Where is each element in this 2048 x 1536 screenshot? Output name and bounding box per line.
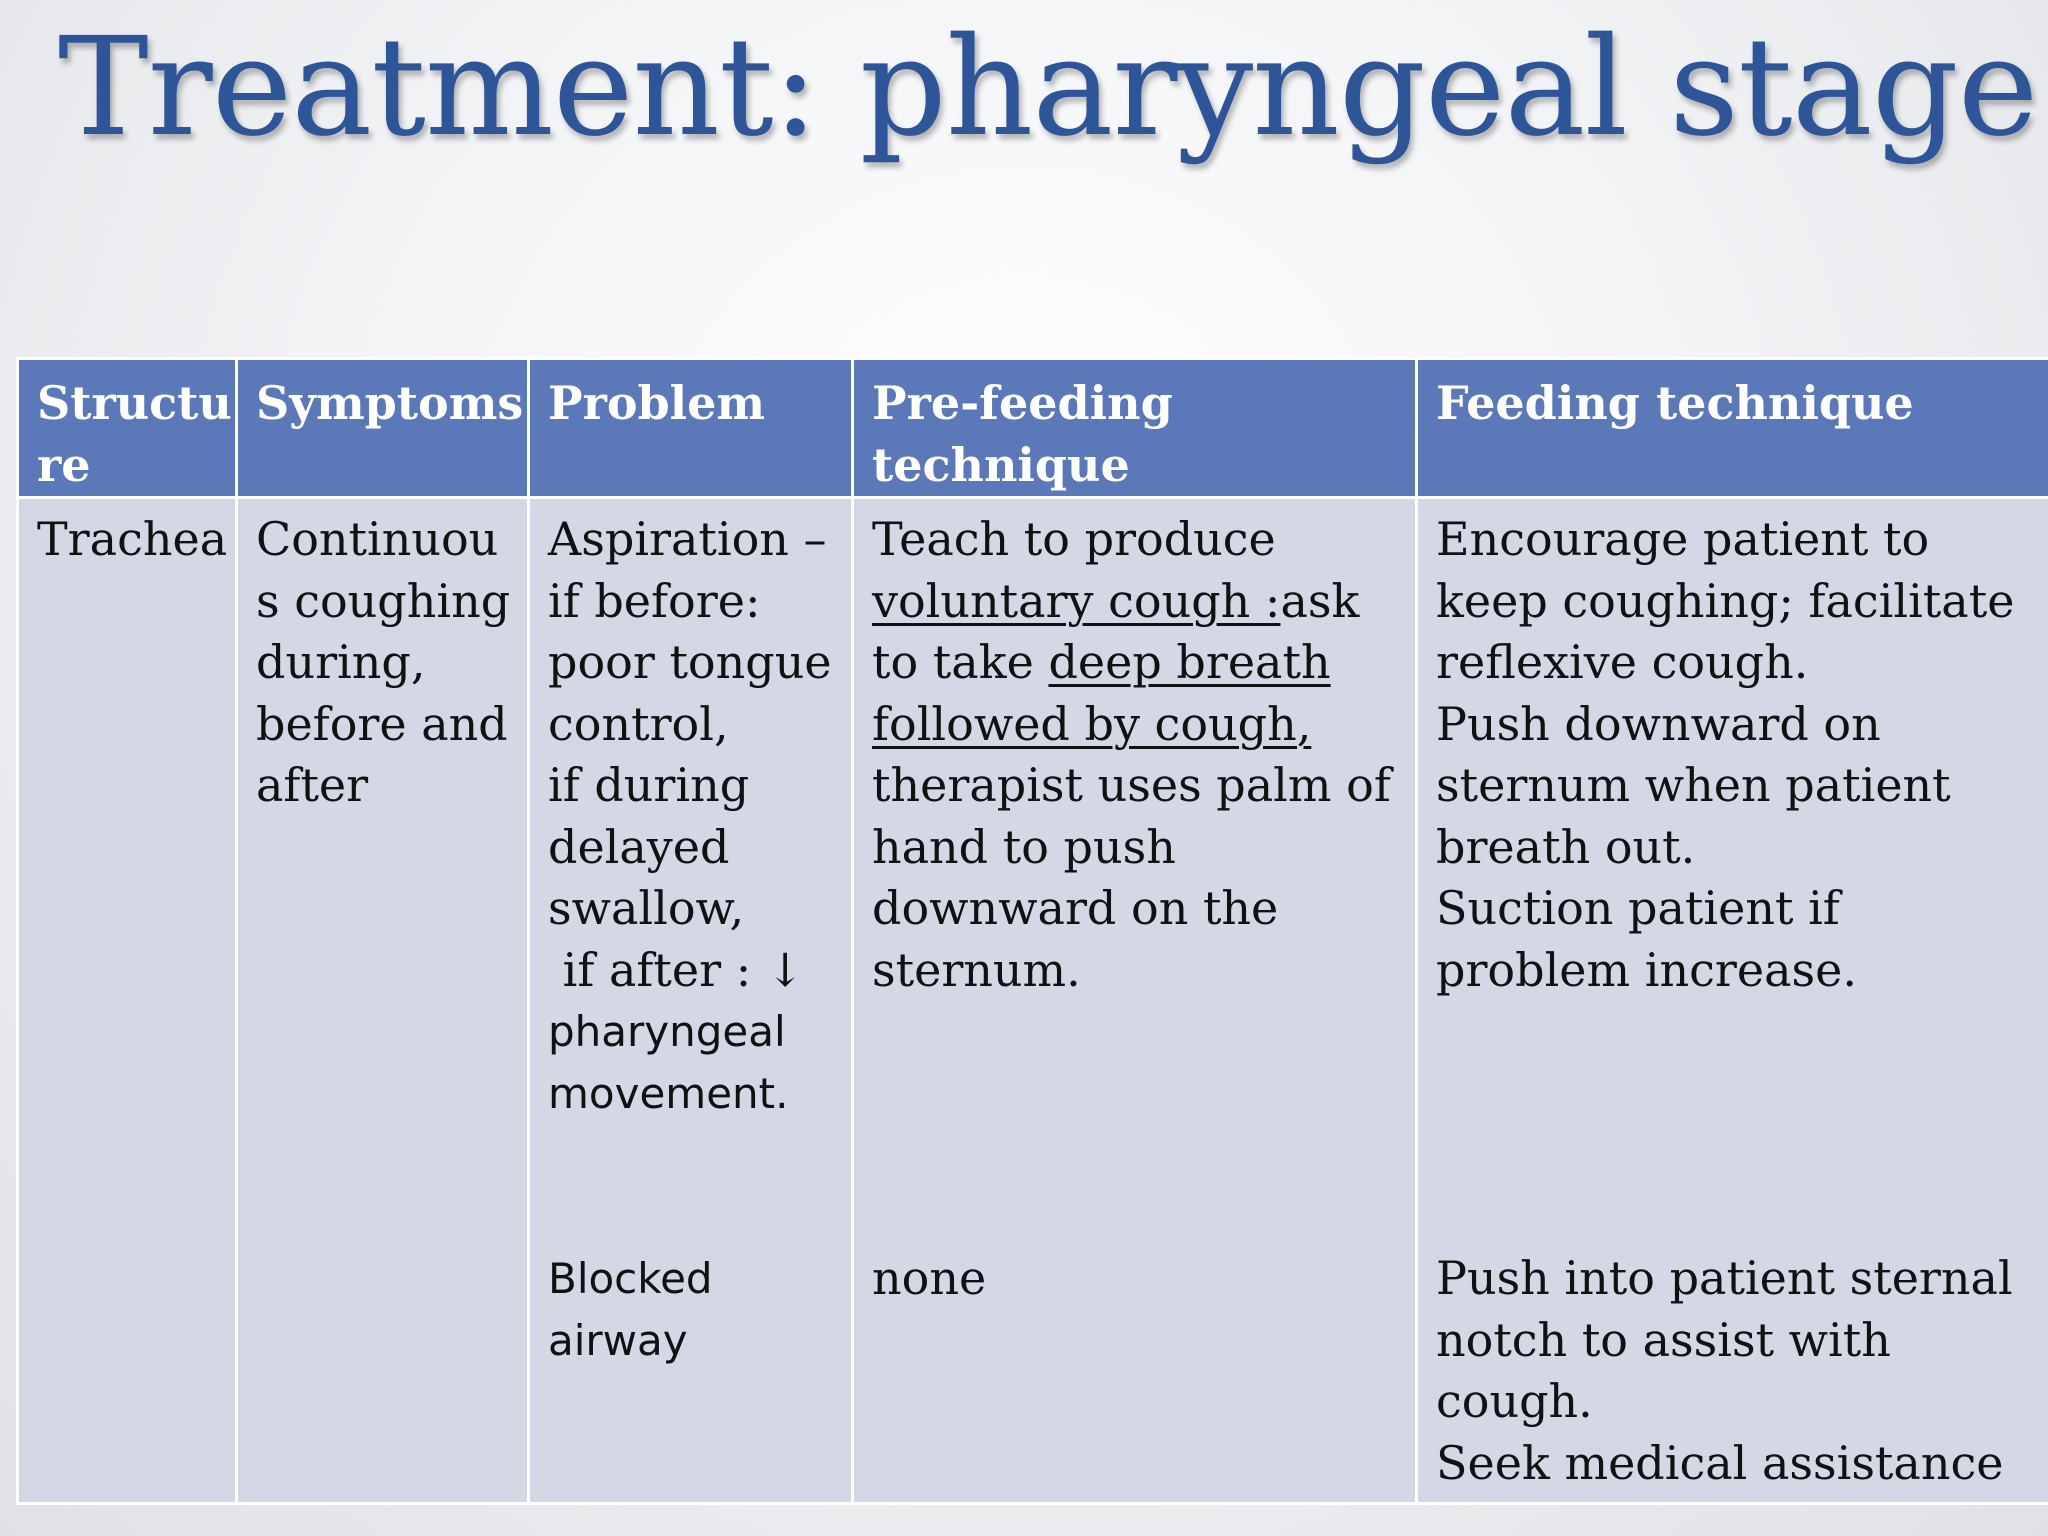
problem-line: control, [548, 696, 729, 751]
prefeeding-line-rest: ask [1280, 573, 1360, 628]
problem2-line: airway [548, 1315, 688, 1365]
feeding-line: sternum when patient [1436, 758, 1951, 812]
problem2-line: Blocked [548, 1254, 713, 1303]
feeding-line: problem increase. [1436, 942, 1857, 997]
feeding2-line: cough. [1436, 1374, 1593, 1428]
cell-problem [529, 498, 853, 1504]
feeding-spacer [1436, 1001, 2030, 1248]
problem-line: if before: [548, 573, 761, 628]
feeding-line: Suction patient if [1436, 881, 1840, 935]
header-structure-line: re [37, 438, 91, 492]
prefeeding2-text: none [872, 1251, 987, 1305]
header-prefeeding: Pre-feeding technique [853, 359, 1417, 498]
cell-symptoms [237, 498, 529, 1504]
slide-title: Treatment: pharyngeal stage [58, 9, 2038, 167]
feeding2-line: notch to assist with [1436, 1312, 1891, 1367]
structure-text: Trachea [37, 512, 228, 566]
header-symptoms: Symptoms [237, 359, 529, 498]
problem-spacer [548, 1124, 833, 1248]
prefeeding-line [872, 632, 1397, 694]
prefeeding-line: sternum. [872, 942, 1081, 997]
prefeeding-line [872, 571, 1397, 633]
symptoms-line: before and [256, 696, 508, 751]
problem-line: movement. [548, 1068, 789, 1118]
followed-by-cough-underlined: followed by cough, [872, 696, 1312, 751]
feeding-line: Push downward on [1436, 696, 1881, 751]
feeding-line: breath out. [1436, 819, 1696, 874]
symptoms-line: s coughing [256, 573, 511, 628]
prefeeding-spacer [872, 1001, 1397, 1248]
prefeeding-line [872, 694, 1397, 756]
feeding2-line: Push into patient sternal [1436, 1251, 2013, 1305]
problem-line: swallow, [548, 881, 745, 935]
problem-line: poor tongue [548, 635, 832, 689]
feeding-line: keep coughing; facilitate [1436, 573, 2015, 628]
prefeeding-line: Teach to produce [872, 512, 1276, 566]
problem-line-arrow: if after : ↓ [548, 942, 805, 997]
symptoms-line: during, [256, 635, 426, 689]
problem-line: if during [548, 758, 750, 812]
symptoms-line: Continuou [256, 512, 499, 566]
feeding-line: reflexive cough. [1436, 635, 1809, 689]
table-row [18, 498, 2048, 1504]
problem-line: delayed [548, 819, 730, 874]
header-problem: Problem [529, 359, 853, 498]
prefeeding-line-prefix: to take [872, 635, 1049, 689]
prefeeding-line: therapist uses palm of [872, 758, 1391, 812]
cell-structure [18, 498, 237, 1504]
deep-breath-underlined: deep breath [1048, 635, 1331, 689]
feeding-line: Encourage patient to [1436, 512, 1930, 566]
header-structure-line: Structu [37, 376, 232, 430]
prefeeding-line: hand to push [872, 819, 1176, 874]
problem-line: Aspiration – [548, 512, 827, 566]
cell-prefeeding [853, 498, 1417, 1504]
feeding2-line: Seek medical assistance [1436, 1435, 2004, 1490]
prefeeding-line: downward on the [872, 881, 1279, 935]
header-feeding: Feeding technique [1417, 359, 2048, 498]
symptoms-line: after [256, 758, 369, 812]
table-header-row [18, 359, 2048, 498]
treatment-table [16, 357, 2048, 1505]
problem-line: pharyngeal [548, 1007, 786, 1056]
voluntary-cough-underlined: voluntary cough : [872, 573, 1281, 628]
cell-feeding [1417, 498, 2048, 1504]
header-structure [18, 359, 237, 498]
